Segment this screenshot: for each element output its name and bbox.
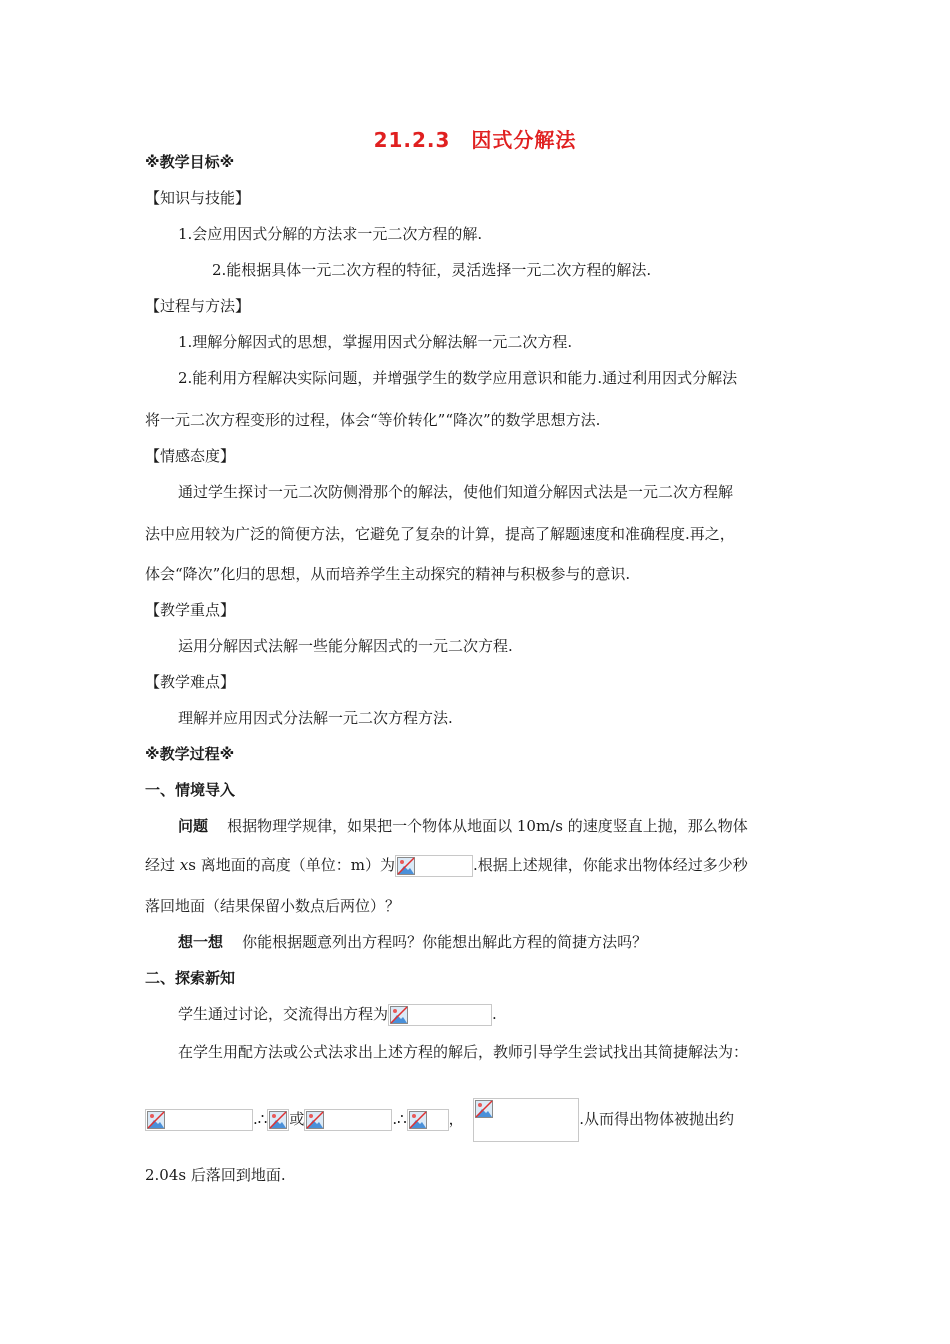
difficulty-text: 理解并应用因式分法解一元二次方程方法.: [178, 709, 453, 727]
comma: ，: [448, 1110, 464, 1128]
think-line: [178, 932, 647, 952]
final-line: 2.04s 后落回到地面.: [145, 1166, 286, 1184]
explore-text-1b: .: [492, 1005, 497, 1023]
question-line-2: [145, 853, 748, 877]
question-text-2c: .根据上述规律，你能求出物体经过多少秒: [472, 856, 748, 874]
solution-line: [145, 1097, 734, 1141]
broken-image-icon: [475, 1100, 493, 1118]
broken-image-icon: [409, 1111, 427, 1129]
question-text-1: 根据物理学规律，如果把一个物体从地面以 10m/s 的速度竖直上抛，那么物体: [227, 817, 748, 835]
process-item-1: 1.理解分解因式的思想，掌握用因式分解法解一元二次方程.: [178, 333, 573, 351]
goals-heading: ※教学目标※: [145, 153, 235, 171]
question-line-1: [178, 816, 748, 836]
question-text-2b: s 离地面的高度（单位：m）为: [188, 856, 395, 874]
formula-image-factored: [145, 1109, 253, 1131]
process-item-2a: 2.能利用方程解决实际问题，并增强学生的数学应用意识和能力.通过利用因式分解法: [178, 369, 738, 387]
explore-line-2: 在学生用配方法或公式法求出上述方程的解后，教师引导学生尝试找出其简捷解法为：: [178, 1043, 749, 1061]
question-line-3: 落回地面（结果保留小数点后两位）？: [145, 897, 401, 915]
knowledge-item-2: 2.能根据具体一元二次方程的特征，灵活选择一元二次方程的解法.: [212, 261, 652, 279]
explore-heading: 二、探索新知: [145, 969, 236, 987]
or-text: 或: [289, 1110, 305, 1128]
knowledge-item-1: 1.会应用因式分解的方法求一元二次方程的解.: [178, 225, 483, 243]
formula-image-x1: [407, 1109, 449, 1131]
process-heading: 【过程与方法】: [145, 297, 251, 315]
intro-heading: 一、情境导入: [145, 781, 236, 799]
emotion-text-3: 体会“降次”化归的思想，从而培养学生主动探究的精神与积极参与的意识.: [145, 565, 631, 583]
process-item-2b: 将一元二次方程变形的过程，体会“等价转化”“降次”的数学思想方法.: [145, 411, 601, 429]
process2-heading: ※教学过程※: [145, 745, 235, 763]
key-text: 运用分解因式法解一些能分解因式的一元二次方程.: [178, 637, 513, 655]
broken-image-icon: [147, 1111, 165, 1129]
therefore-2: .∴: [392, 1110, 407, 1128]
emotion-heading: 【情感态度】: [145, 447, 236, 465]
think-text: 你能根据题意列出方程吗？你能想出解此方程的简捷方法吗？: [242, 933, 648, 951]
variable-x: x: [179, 856, 189, 874]
broken-image-icon: [390, 1006, 408, 1024]
explore-line-1: [178, 1002, 497, 1026]
broken-image-icon: [306, 1111, 324, 1129]
broken-image-icon: [269, 1111, 287, 1129]
formula-image-root-1: [267, 1109, 289, 1131]
therefore-1: .∴: [253, 1110, 268, 1128]
broken-image-icon: [397, 857, 415, 875]
question-text-2a: 经过: [145, 856, 180, 874]
emotion-text-1: 通过学生探讨一元二次防侧滑那个的解法，使他们知道分解因式法是一元二次方程解: [178, 483, 734, 501]
explore-text-1a: 学生通过讨论，交流得出方程为: [178, 1005, 389, 1023]
think-label: 想一想: [178, 933, 224, 951]
page-title: 21.2.3 因式分解法: [373, 128, 577, 152]
formula-image-x2: [473, 1098, 579, 1142]
formula-image-height: [395, 855, 473, 877]
knowledge-heading: 【知识与技能】: [145, 189, 251, 207]
formula-image-equation: [388, 1004, 492, 1026]
emotion-text-2: 法中应用较为广泛的简便方法，它避免了复杂的计算，提高了解题速度和准确程度.再之，: [145, 525, 735, 543]
question-label: 问题: [178, 817, 209, 835]
difficulty-heading: 【教学难点】: [145, 673, 236, 691]
conclusion-text: .从而得出物体被抛出约: [579, 1110, 734, 1128]
formula-image-root-2-eq: [304, 1109, 392, 1131]
key-heading: 【教学重点】: [145, 601, 236, 619]
